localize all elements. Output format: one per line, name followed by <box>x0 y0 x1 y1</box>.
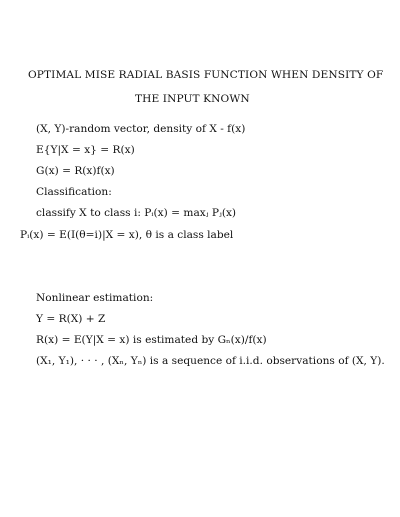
random-vector-definition: (X, Y)-random vector, density of X - f(x) <box>36 123 246 135</box>
slide-title-line-2: THE INPUT KNOWN <box>135 93 250 105</box>
conditional-expectation-definition: E{Y|X = x} = R(x) <box>36 144 135 156</box>
class-probability-definition: Pᵢ(x) = E(I(θ=i)|X = x), θ is a class label <box>20 229 234 241</box>
slide-title-line-1: OPTIMAL MISE RADIAL BASIS FUNCTION WHEN DENSITY OF <box>28 69 384 81</box>
g-function-definition: G(x) = R(x)f(x) <box>36 165 115 177</box>
classification-heading: Classification: <box>36 186 112 198</box>
nonlinear-estimation-heading: Nonlinear estimation: <box>36 292 154 304</box>
classification-rule: classify X to class i: Pᵢ(x) = maxⱼ Pⱼ(x) <box>36 207 237 219</box>
iid-sample-description: (X₁, Y₁), · · · , (Xₙ, Yₙ) is a sequence of i.i.d. observations of (X, Y). <box>36 355 385 367</box>
regression-estimator: R(x) = E(Y|X = x) is estimated by Gₙ(x)/f(x) <box>36 334 267 346</box>
regression-model: Y = R(X) + Z <box>36 313 106 325</box>
